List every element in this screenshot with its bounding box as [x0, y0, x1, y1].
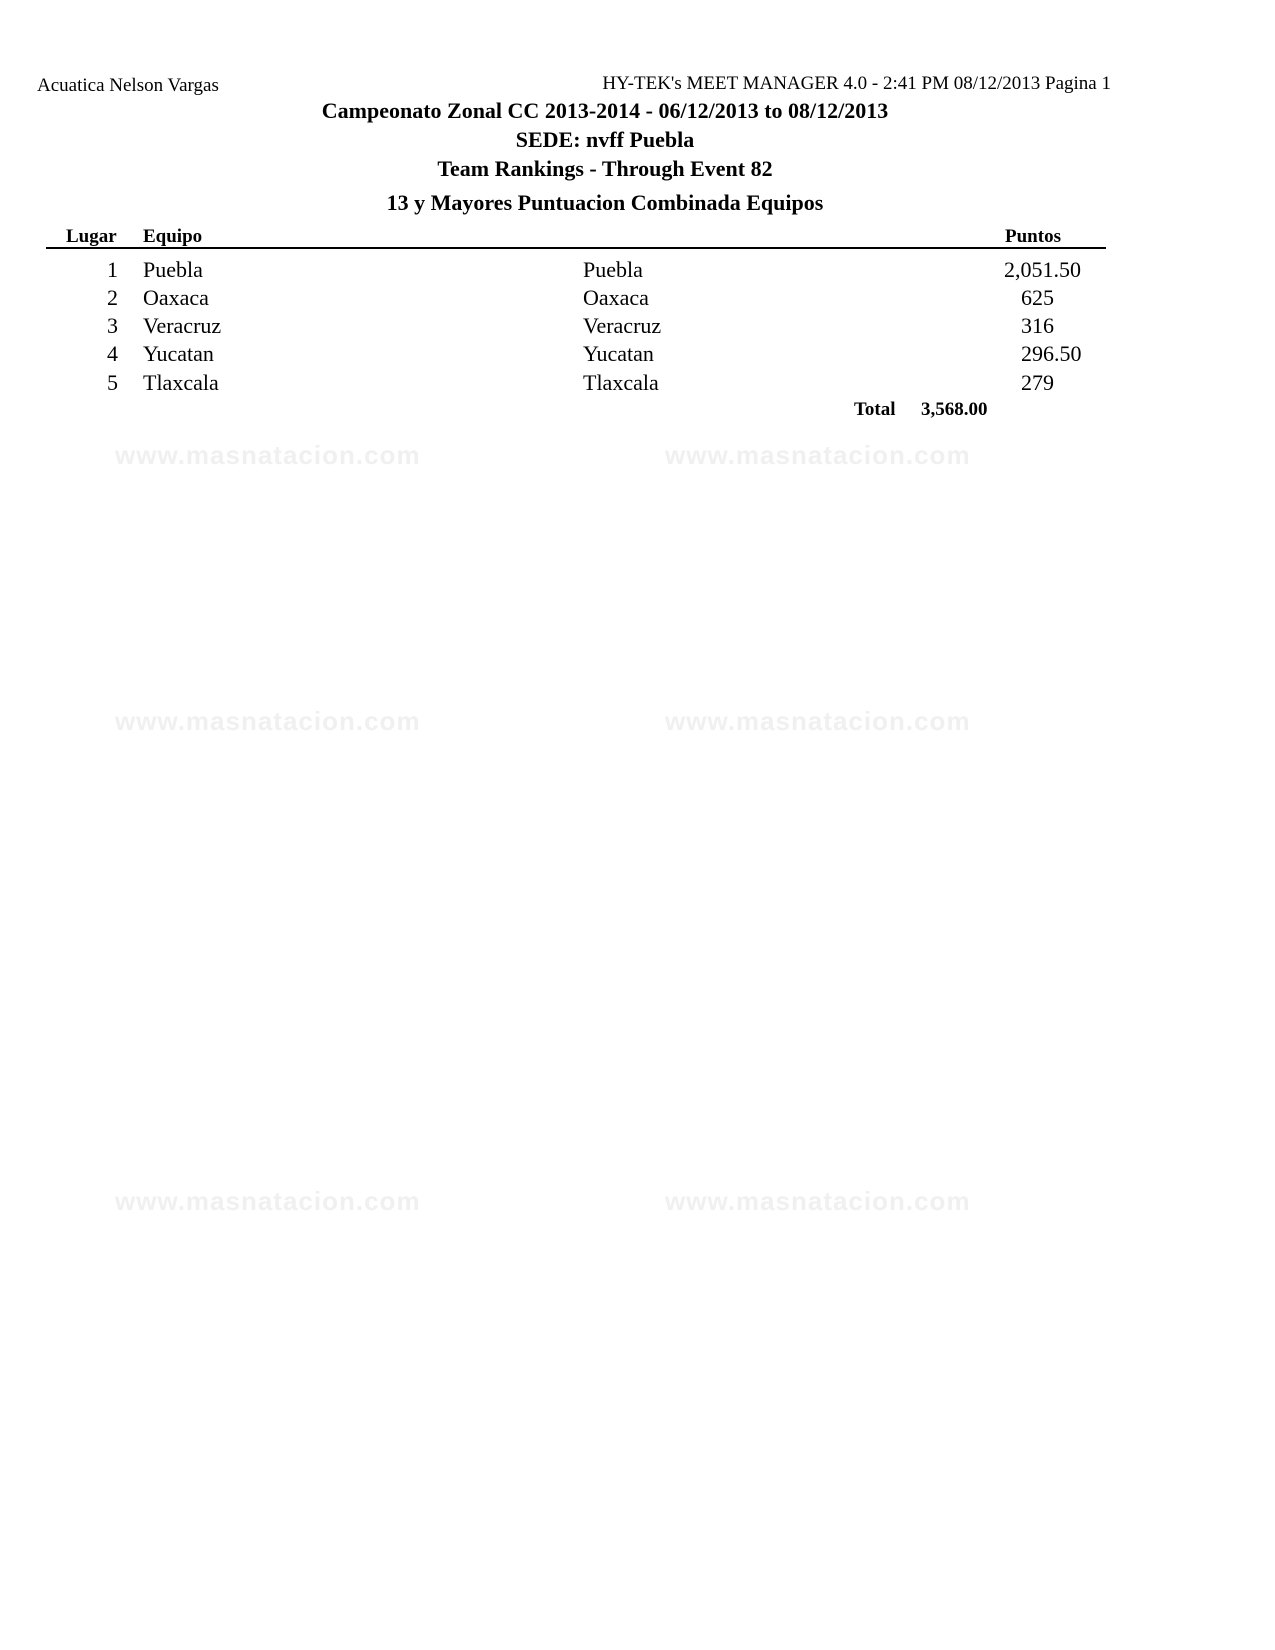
total-label: Total [854, 399, 896, 420]
watermark: www.masnatacion.com [115, 440, 421, 470]
category-title: 13 y Mayores Puntuacion Combinada Equipos [386, 190, 824, 215]
venue-title: SEDE: nvff Puebla [515, 127, 695, 152]
watermark: www.masnatacion.com [115, 706, 421, 736]
team-full-name: Yucatan [583, 341, 654, 366]
points: 296.50 [1021, 341, 1082, 366]
watermark: www.masnatacion.com [665, 1186, 971, 1216]
place: 3 [107, 313, 118, 338]
team: Tlaxcala [143, 370, 219, 395]
points: 316 [1021, 313, 1054, 338]
header-rule [46, 247, 1106, 249]
points: 625 [1021, 285, 1054, 310]
watermark: www.masnatacion.com [115, 1186, 421, 1216]
team-full-name: Oaxaca [583, 285, 649, 310]
watermark: www.masnatacion.com [665, 706, 971, 736]
points: 2,051.50 [1004, 257, 1081, 282]
total-value: 3,568.00 [921, 399, 988, 420]
meet-title: Campeonato Zonal CC 2013-2014 - 06/12/2013 to 08/12/2013 [321, 98, 889, 123]
column-header-points: Puntos [1005, 226, 1061, 247]
team-full-name: Tlaxcala [583, 370, 659, 395]
team-full-name: Puebla [583, 257, 643, 282]
team: Veracruz [143, 313, 222, 338]
team: Puebla [143, 257, 203, 282]
place: 4 [107, 341, 118, 366]
column-header-team: Equipo [143, 226, 203, 247]
team-full-name: Veracruz [583, 313, 662, 338]
team: Oaxaca [143, 285, 209, 310]
organization-name: Acuatica Nelson Vargas [37, 75, 219, 96]
report-title: Team Rankings - Through Event 82 [437, 156, 773, 181]
team: Yucatan [143, 341, 214, 366]
watermark: www.masnatacion.com [665, 440, 971, 470]
column-header-place: Lugar [66, 226, 117, 247]
place: 1 [107, 257, 118, 282]
place: 5 [107, 370, 118, 395]
software-page-info: HY-TEK's MEET MANAGER 4.0 - 2:41 PM 08/12/2013 Pagina 1 [602, 73, 1111, 94]
points: 279 [1021, 370, 1054, 395]
place: 2 [107, 285, 118, 310]
